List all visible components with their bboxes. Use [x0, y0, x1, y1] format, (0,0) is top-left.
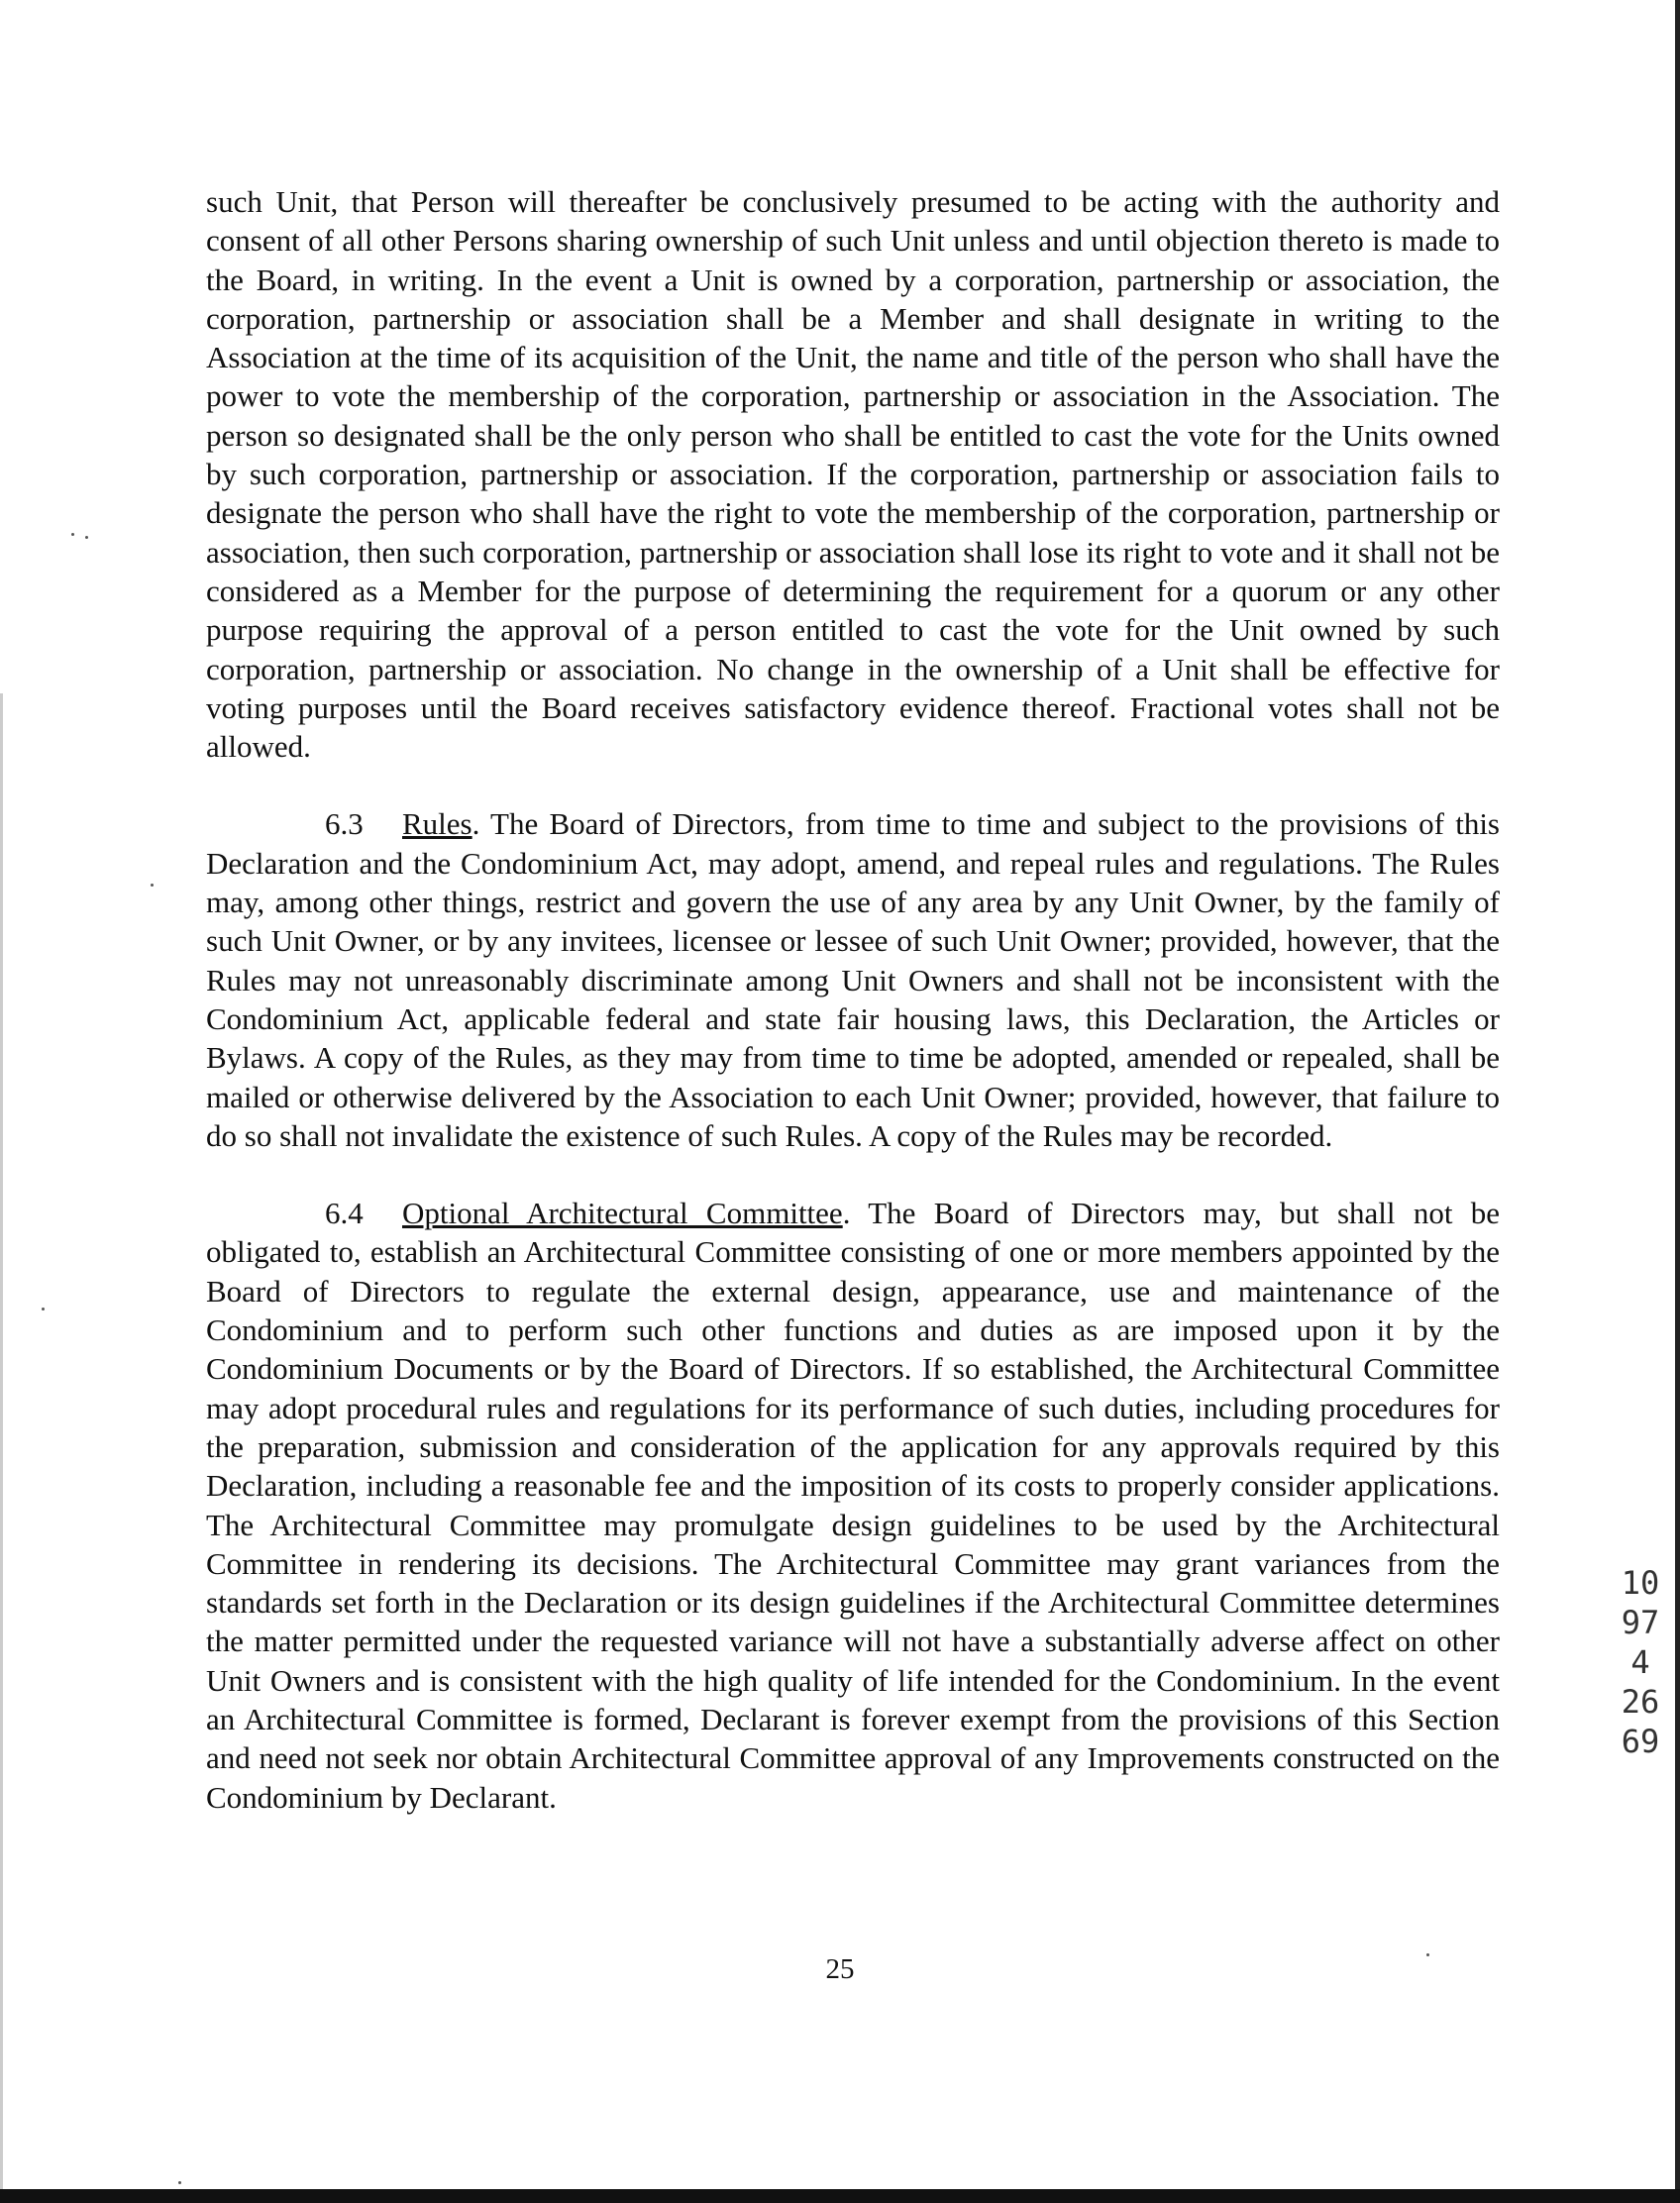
- scan-speck: [85, 536, 88, 539]
- scan-speck: [178, 2181, 181, 2184]
- section-text: . The Board of Directors, from time to time and subject to the provisions of this Declaration and the Condominium Act, may adopt, amend, and repeal rules and regulations. The Rules may, among other things, restrict and govern the use of any area by any Unit Owner, by the family of such Unit Owner, or by any invitees, licensee or lessee of such Unit Owner; provided, however, that the Rules may not unreasonably discriminate among Unit Owners and shall not be inconsistent with the Condominium Act, applicable federal and state fair housing laws, this Declaration, the Articles or Bylaws. A copy of the Rules, as they may from time to time be adopted, amended or repealed, shall be mailed or otherwise delivered by the Association to each Unit Owner; provided, however, that failure to do so shall not invalidate the existence of such Rules. A copy of the Rules may be recorded.: [206, 806, 1500, 1153]
- document-body: [206, 182, 1500, 1817]
- section-6-3: [206, 804, 1500, 1155]
- page-number: 25: [825, 1953, 855, 1985]
- section-6-4: [206, 1194, 1500, 1817]
- scan-speck: [71, 533, 74, 536]
- scan-edge-bottom: [0, 2189, 1680, 2203]
- side-stamp-number: 10974 2669: [1621, 1564, 1669, 1760]
- section-text: . The Board of Directors may, but shall not be obligated to, establish an Architectural Committee consisting of one or more members appointed by the Board of Directors to regulate the external design, appearance, use and maintenance of the Condominium and to perform such other functions and duties as are imposed upon it by the Condominium Documents or by the Board of Directors. If so established, the Architectural Committee may adopt procedural rules and regulations for its performance of such duties, including procedures for the preparation, submission and consideration of the application for any approvals required by this Declaration, including a reasonable fee and the imposition of its costs to properly consider applications. The Architectural Committee may promulgate design guidelines to be used by the Architectural Committee in rendering its decisions. The Architectural Committee may grant variances from the standards set forth in the Declaration or its design guidelines if the Architectural Committee determines the matter permitted under the requested variance will not have a substantially adverse affect on other Unit Owners and is consistent with the high quality of life intended for the Condominium. In the event an Architectural Committee is formed, Declarant is forever exempt from the provisions of this Section and need not seek nor obtain Architectural Committee approval of any Improvements constructed on the Condominium by Declarant.: [206, 1196, 1501, 1815]
- scan-speck: [42, 1308, 45, 1311]
- scan-edge-right: [1675, 0, 1680, 2203]
- scan-speck: [151, 884, 154, 887]
- continuation-paragraph: such Unit, that Person will thereafter be conclusively presumed to be acting with the authority and consent of all other Persons sharing ownership of such Unit unless and until objection thereto is made to the Board, in writing. In the event a Unit is owned by a corporation, partnership or association, the corporation, partnership or association shall be a Member and shall designate in writing to the Association at the time of its acquisition of the Unit, the name and title of the person who shall have the power to vote the membership of the corporation, partnership or association in the Association. The person so designated shall be the only person who shall be entitled to cast the vote for the Units owned by such corporation, partnership or association. If the corporation, partnership or association fails to designate the person who shall have the right to vote the membership of the corporation, partnership or association, then such corporation, partnership or association shall lose its right to vote and it shall not be considered as a Member for the purpose of determining the requirement for a quorum or any other purpose requiring the approval of a person entitled to cast the vote for the Unit owned by such corporation, partnership or association. No change in the ownership of a Unit shall be effective for voting purposes until the Board receives satisfactory evidence thereof. Fractional votes shall not be allowed.: [206, 184, 1500, 765]
- section-number: 6.3: [325, 806, 364, 842]
- section-heading: Optional Architectural Committee: [402, 1196, 843, 1231]
- section-heading: Rules: [402, 806, 472, 842]
- section-number: 6.4: [325, 1196, 364, 1231]
